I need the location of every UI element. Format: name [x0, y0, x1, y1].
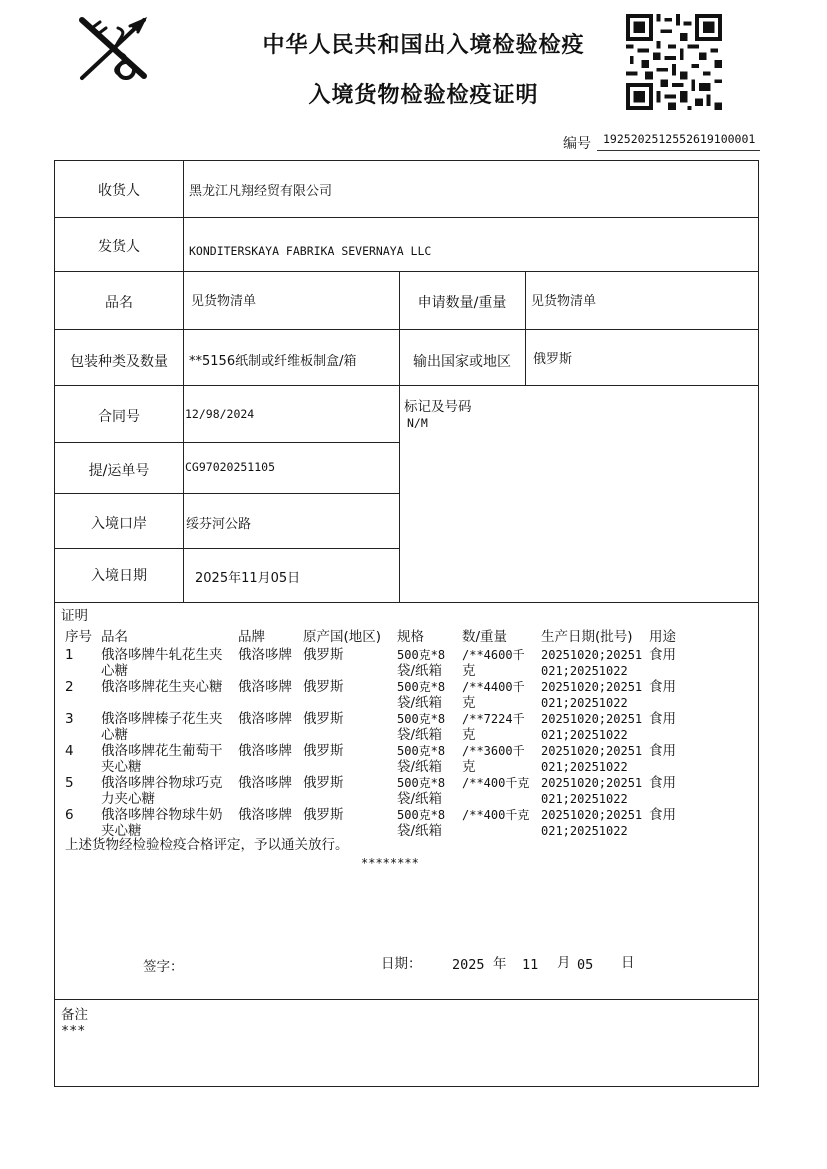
row-qty-cont: 克 [462, 727, 476, 743]
row-spec: 500克*8 [397, 744, 446, 758]
row-batch: 20251020;20251 [541, 648, 643, 662]
row-batch-cont: 021;20251022 [541, 728, 628, 742]
row-spec-cont: 袋/纸箱 [397, 759, 443, 775]
row-name-cont: 心糖 [101, 727, 128, 743]
row-name-cont: 力夹心糖 [101, 791, 155, 807]
row-no: 2 [65, 679, 74, 695]
row-batch: 20251020;20251 [541, 680, 643, 694]
qr-code-icon [626, 14, 722, 110]
row-name: 俄洛哆牌谷物球牛奶 [101, 807, 223, 823]
row-spec: 500克*8 [397, 712, 446, 726]
statement: 上述货物经检验检疫合格评定，予以通关放行。 [65, 837, 349, 853]
serial-number: 1925202512552619100001 [597, 128, 760, 151]
signature-label: 签字： [143, 959, 184, 975]
row-batch: 20251020;20251 [541, 744, 643, 758]
entry-port-label: 入境口岸 [91, 516, 147, 532]
row-qty: /**400千克 [462, 808, 530, 822]
row-batch: 20251020;20251 [541, 712, 643, 726]
certificate-label: 证明 [61, 608, 88, 624]
row-batch-cont: 021;20251022 [541, 824, 628, 838]
entry-port-value: 绥芬河公路 [186, 517, 252, 532]
row-no: 5 [65, 775, 74, 791]
row-name-cont: 心糖 [101, 663, 128, 679]
row-spec-cont: 袋/纸箱 [397, 791, 443, 807]
month-label: 月 [557, 955, 571, 971]
row-no: 6 [65, 807, 74, 823]
row-brand: 俄洛哆牌 [238, 711, 292, 727]
year-label: 年 [493, 956, 507, 972]
row-origin: 俄罗斯 [303, 647, 344, 663]
row-batch: 20251020;20251 [541, 808, 643, 822]
row-qty: /**4600千 [462, 648, 525, 662]
col-header-origin: 原产国(地区) [303, 629, 382, 645]
row-brand: 俄洛哆牌 [238, 647, 292, 663]
bill-of-lading-label: 提/运单号 [88, 463, 150, 479]
row-brand: 俄洛哆牌 [238, 775, 292, 791]
row-qty: /**7224千 [462, 712, 525, 726]
row-brand: 俄洛哆牌 [238, 743, 292, 759]
origin-label: 输出国家或地区 [413, 354, 511, 370]
sign-date-year: 2025 [452, 957, 485, 973]
row-name: 俄洛哆牌牛轧花生夹 [101, 647, 223, 663]
contract-label: 合同号 [98, 409, 140, 425]
contract-value: 12/98/2024 [185, 407, 255, 421]
remarks-label: 备注 [61, 1007, 88, 1023]
row-batch-cont: 021;20251022 [541, 696, 628, 710]
row-name: 俄洛哆牌花生葡萄干 [101, 743, 223, 759]
row-name: 俄洛哆牌榛子花生夹 [101, 711, 223, 727]
row-spec-cont: 袋/纸箱 [397, 823, 443, 839]
marks-label: 标记及号码 [404, 399, 472, 415]
goods-table [55, 629, 758, 839]
col-header-name: 品名 [101, 629, 128, 645]
row-no: 3 [65, 711, 74, 727]
row-spec-cont: 袋/纸箱 [397, 663, 443, 679]
row-spec: 500克*8 [397, 648, 446, 662]
sign-date-day: 05 [577, 957, 594, 973]
col-header-use: 用途 [649, 629, 676, 645]
row-brand: 俄洛哆牌 [238, 679, 292, 695]
row-batch-cont: 021;20251022 [541, 760, 628, 774]
row-qty: /**3600千 [462, 744, 525, 758]
row-origin: 俄罗斯 [303, 775, 344, 791]
serial-number-label: 编号 [563, 136, 591, 152]
row-name-cont: 夹心糖 [101, 759, 142, 775]
consignor-value: KONDITERSKAYA FABRIKA SEVERNAYA LLC [189, 244, 432, 258]
row-name: 俄洛哆牌花生夹心糖 [101, 679, 223, 695]
row-origin: 俄罗斯 [303, 807, 344, 823]
document-title: 中华人民共和国出入境检验检疫 [262, 33, 585, 58]
marks-value: N/M [407, 416, 428, 430]
quantity-value: 见货物清单 [531, 294, 597, 309]
row-use: 食用 [649, 743, 676, 759]
row-spec: 500克*8 [397, 680, 446, 694]
row-use: 食用 [649, 647, 676, 663]
row-spec: 500克*8 [397, 776, 446, 790]
row-spec-cont: 袋/纸箱 [397, 727, 443, 743]
remarks-value: *** [61, 1023, 86, 1039]
quantity-label: 申请数量/重量 [417, 295, 507, 311]
consignee-value: 黑龙江凡翔经贸有限公司 [189, 184, 333, 199]
row-brand: 俄洛哆牌 [238, 807, 292, 823]
goods-value: 见货物清单 [191, 294, 257, 309]
entry-date-value: 2025年11月05日 [195, 571, 301, 586]
package-label: 包装种类及数量 [70, 354, 168, 370]
bill-of-lading-value: CG97020251105 [185, 460, 276, 474]
row-name-cont: 夹心糖 [101, 823, 142, 839]
consignee-label: 收货人 [98, 183, 140, 199]
col-header-spec: 规格 [397, 629, 424, 645]
row-origin: 俄罗斯 [303, 711, 344, 727]
row-use: 食用 [649, 711, 676, 727]
row-qty: /**4400千 [462, 680, 525, 694]
row-origin: 俄罗斯 [303, 743, 344, 759]
col-header-brand: 品牌 [238, 629, 265, 645]
col-header-date: 生产日期(批号) [541, 629, 633, 645]
row-qty: /**400千克 [462, 776, 530, 790]
sign-date-label: 日期： [381, 956, 422, 972]
col-header-qty: 数/重量 [462, 629, 508, 645]
document-subtitle: 入境货物检验检疫证明 [308, 83, 539, 108]
row-qty-cont: 克 [462, 759, 476, 775]
row-no: 4 [65, 743, 74, 759]
row-qty-cont: 克 [462, 695, 476, 711]
row-spec-cont: 袋/纸箱 [397, 695, 443, 711]
row-name: 俄洛哆牌谷物球巧克 [101, 775, 223, 791]
row-origin: 俄罗斯 [303, 679, 344, 695]
row-batch-cont: 021;20251022 [541, 664, 628, 678]
entry-date-label: 入境日期 [91, 568, 147, 584]
origin-value: 俄罗斯 [533, 352, 573, 367]
col-header-no: 序号 [65, 629, 92, 645]
row-batch: 20251020;20251 [541, 776, 643, 790]
row-batch-cont: 021;20251022 [541, 792, 628, 806]
certificate-form [54, 160, 759, 1087]
row-qty-cont: 克 [462, 663, 476, 679]
row-use: 食用 [649, 679, 676, 695]
sign-date-month: 11 [522, 957, 539, 973]
package-value: **5156纸制或纤维板制盒/箱 [189, 354, 357, 369]
consignor-label: 发货人 [98, 239, 140, 255]
row-use: 食用 [649, 775, 676, 791]
goods-label: 品名 [105, 295, 133, 311]
row-no: 1 [65, 647, 74, 663]
day-label: 日 [621, 955, 635, 971]
row-use: 食用 [649, 807, 676, 823]
row-spec: 500克*8 [397, 808, 446, 822]
stars: ******** [361, 856, 419, 870]
